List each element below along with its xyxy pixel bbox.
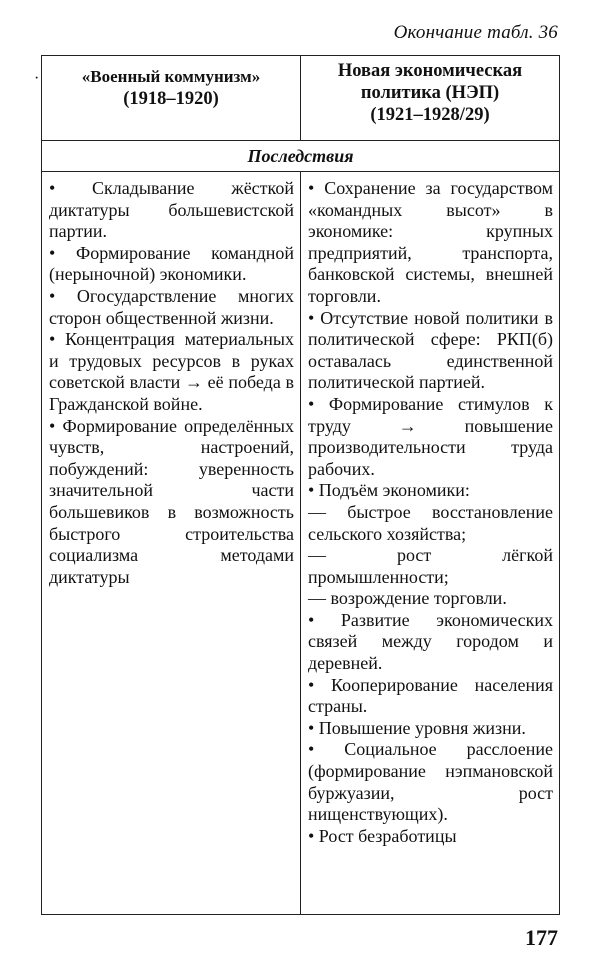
left-item: • Концентрация материальных и трудовых ресурсов в руках советской власти → её победа в Гражданской войне. [49, 329, 294, 414]
left-item: • Формирование командной (нерыночной) экономики. [49, 242, 294, 285]
page-number: 177 [525, 925, 558, 950]
left-item: • Формирование определённых чувств, настроений, побуждений: уверенность значительной части большевиков в возможность быстрого строительства социализма методами диктатуры [49, 415, 294, 587]
left-item: • Огосударствление многих сторон общественной жизни. [49, 285, 294, 328]
header-right-title-2: политика (НЭП) [360, 83, 500, 103]
right-item: — рост лёгкой промышленности; [308, 545, 553, 587]
right-item: • Повышение уровня жизни. [308, 717, 526, 738]
header-left-years: (1918–1920) [123, 89, 219, 109]
comparison-table [41, 55, 560, 915]
right-item: • Подъём экономики: [308, 480, 470, 501]
header-right-years: (1921–1928/29) [370, 105, 490, 125]
right-item: • Сохранение за государством «командных высот» в экономике: крупных предприятий, транспорта, банковской системы, внешней торговли. [308, 178, 553, 306]
right-item: • Кооперирование населения страны. [308, 674, 553, 717]
right-item: • Формирование стимулов к труду → повышение производительности труда рабочих. [308, 393, 553, 479]
right-item: • Отсутствие новой политики в политической сфере: РКП(б) оставалась единственной политической партией. [308, 307, 553, 393]
right-item: • Рост безработицы [308, 825, 457, 846]
right-item: — возрождение торговли. [308, 588, 507, 609]
right-column [301, 172, 560, 915]
right-item: — быстрое восстановление сельского хозяйства; [308, 501, 553, 544]
margin-mark: · [34, 70, 40, 87]
header-row [42, 56, 560, 141]
section-row [42, 141, 560, 172]
content-row [42, 172, 560, 915]
section-title: Последствия [42, 141, 560, 172]
right-item: • Развитие экономических связей между городом и деревней. [308, 609, 553, 674]
left-item: • Складывание жёсткой диктатуры большевистской партии. [49, 178, 294, 242]
table-caption: Окончание табл. 36 [393, 22, 558, 43]
header-left-title: «Военный коммунизм» [81, 67, 261, 86]
header-nep [301, 56, 560, 141]
left-column [42, 172, 301, 915]
header-war-communism [42, 56, 301, 141]
right-item: • Социальное расслоение (формирование нэпмановской буржуазии, рост нищенствующих). [308, 739, 553, 825]
header-right-title-1: Новая экономическая [337, 61, 523, 81]
